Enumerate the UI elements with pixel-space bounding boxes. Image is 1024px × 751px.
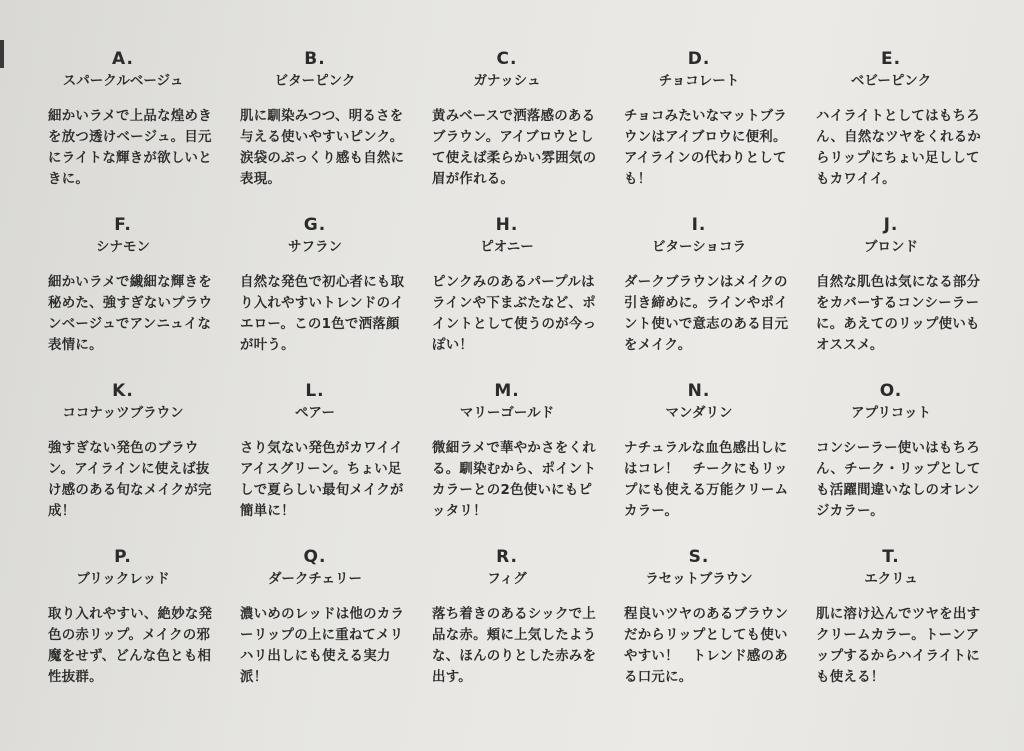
color-letter: F. xyxy=(114,215,132,235)
color-card-h xyxy=(432,206,624,372)
color-card-g xyxy=(240,206,432,372)
color-card-a xyxy=(48,40,240,206)
color-letter: B. xyxy=(304,49,326,69)
color-letter: P. xyxy=(114,547,132,567)
color-card-d xyxy=(624,40,816,206)
color-grid xyxy=(48,40,1008,704)
color-card-n xyxy=(624,372,816,538)
color-card-p xyxy=(48,538,240,704)
color-description: ピンクみのあるパープルはラインや下まぶたなど、ポイントとして使うのが今っぽい！ xyxy=(432,275,597,353)
color-card-j xyxy=(816,206,1008,372)
color-card-t xyxy=(816,538,1008,704)
color-description: 細かいラメで上品な煌めきを放つ透けベージュ。目元にライトな輝きが欲しいときに。 xyxy=(48,109,212,187)
color-card-k xyxy=(48,372,240,538)
color-letter: K. xyxy=(112,381,134,401)
color-letter: L. xyxy=(305,381,325,401)
color-letter: R. xyxy=(496,547,518,567)
color-name: ビターピンク xyxy=(274,73,356,89)
color-name: アプリコット xyxy=(851,405,931,421)
color-description: ナチュラルな血色感出しにはコレ！ チークにもリップにも使える万能クリームカラー。 xyxy=(624,441,789,519)
color-name: エクリュ xyxy=(864,571,918,587)
color-card-s xyxy=(624,538,816,704)
color-description: 黄みベースで洒落感のあるブラウン。アイブロウとして使えば柔らかい雰囲気の眉が作れる。 xyxy=(432,109,597,187)
color-description: 強すぎない発色のブラウン。アイラインに使えば抜け感のある旬なメイクが完成！ xyxy=(48,441,212,519)
page-edge-mark xyxy=(0,40,4,68)
color-letter: E. xyxy=(880,49,902,69)
color-description: ダークブラウンはメイクの引き締めに。ラインやポイント使いで意志のある目元をメイク。 xyxy=(624,275,789,353)
color-name: ブロンド xyxy=(864,239,918,255)
color-letter: C. xyxy=(496,49,518,69)
color-description: 自然な肌色は気になる部分をカバーするコンシーラーに。あえてのリップ使いもオススメ。 xyxy=(816,275,981,353)
color-card-b xyxy=(240,40,432,206)
color-name: ピオニー xyxy=(480,239,534,255)
color-description: 肌に馴染みつつ、明るさを与える使いやすいピンク。涙袋のぷっくり感も自然に表現。 xyxy=(240,109,405,187)
color-letter: M. xyxy=(494,381,520,401)
color-letter: T. xyxy=(882,547,900,567)
color-letter: Q. xyxy=(303,547,327,567)
color-description: 自然な発色で初心者にも取り入れやすいトレンドのイエロー。この1色で洒落顔が叶う。 xyxy=(240,275,405,353)
color-letter: S. xyxy=(688,547,710,567)
color-description: コンシーラー使いはもちろん、チーク・リップとしても活躍間違いなしのオレンジカラー。 xyxy=(816,441,981,519)
color-name: ダークチェリー xyxy=(267,571,363,587)
color-description: 肌に溶け込んでツヤを出すクリームカラー。トーンアップするからハイライトにも使える！ xyxy=(816,607,981,685)
color-name: ブリックレッド xyxy=(76,571,170,587)
color-name: フィグ xyxy=(487,571,527,587)
color-card-f xyxy=(48,206,240,372)
color-card-i xyxy=(624,206,816,372)
color-name: ベビーピンク xyxy=(850,73,932,89)
color-card-c xyxy=(432,40,624,206)
color-description: チョコみたいなマットブラウンはアイブロウに便利。アイラインの代わりとしても！ xyxy=(624,109,787,187)
color-name: ココナッツブラウン xyxy=(62,405,184,421)
color-letter: D. xyxy=(687,49,711,69)
color-letter: H. xyxy=(495,215,519,235)
color-name: ビターショコラ xyxy=(652,239,746,255)
color-name: チョコレート xyxy=(658,73,740,89)
color-description: ハイライトとしてはもちろん、自然なツヤをくれるからリップにちょい足ししてもカワイイ。 xyxy=(816,109,982,187)
color-description: 微細ラメで華やかさをくれる。馴染むから、ポイントカラーとの2色使いにもピッタリ！ xyxy=(432,441,597,519)
color-letter: N. xyxy=(687,381,711,401)
color-name: マンダリン xyxy=(665,405,733,421)
color-description: さり気ない発色がカワイイアイスグリーン。ちょい足しで夏らしい最旬メイクが簡単に！ xyxy=(240,441,404,519)
color-letter: J. xyxy=(883,215,899,235)
color-name: ガナッシュ xyxy=(473,73,541,89)
color-card-e xyxy=(816,40,1008,206)
color-letter: A. xyxy=(112,49,134,69)
color-description: 程良いツヤのあるブラウンだからリップとしても使いやすい！ トレンド感のある口元に。 xyxy=(624,607,789,685)
color-description: 濃いめのレッドは他のカラーリップの上に重ねてメリハリ出しにも使える実力派！ xyxy=(240,607,405,685)
color-description: 取り入れやすい、絶妙な発色の赤リップ。メイクの邪魔をせず、どんな色とも相性抜群。 xyxy=(48,607,213,685)
color-name: ラセットブラウン xyxy=(645,571,753,587)
color-name: サフラン xyxy=(288,239,342,255)
color-letter: O. xyxy=(879,381,903,401)
color-letter: I. xyxy=(691,215,707,235)
color-card-o xyxy=(816,372,1008,538)
color-name: シナモン xyxy=(96,239,150,255)
color-name: スパークルベージュ xyxy=(62,73,184,89)
color-letter: G. xyxy=(303,215,327,235)
color-name: ペアー xyxy=(294,405,336,421)
color-name: マリーゴールド xyxy=(459,405,555,421)
color-card-m xyxy=(432,372,624,538)
color-card-r xyxy=(432,538,624,704)
color-description: 細かいラメで繊細な輝きを秘めた、強すぎないブラウンベージュでアンニュイな表情に。 xyxy=(48,275,213,353)
color-card-q xyxy=(240,538,432,704)
color-description: 落ち着きのあるシックで上品な赤。頬に上気したような、ほんのりとした赤みを出す。 xyxy=(432,607,597,685)
color-card-l xyxy=(240,372,432,538)
